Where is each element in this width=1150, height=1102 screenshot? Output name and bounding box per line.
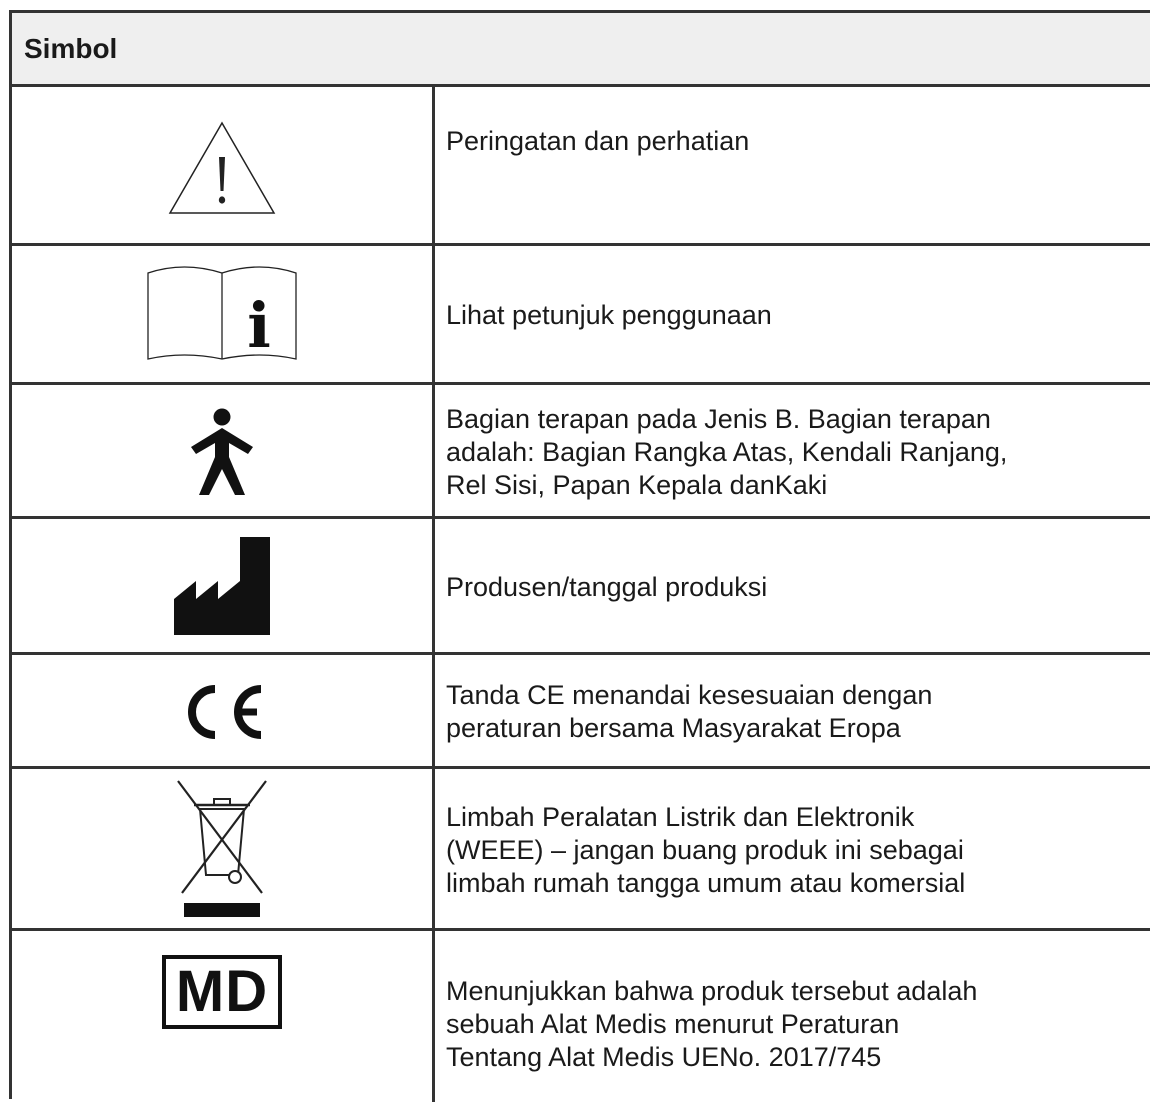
row-text: Lihat petunjuk penggunaan [446,300,772,330]
row-text: Bagian terapan pada Jenis B. Bagian terapan adalah: Bagian Rangka Atas, Kendali Ranjang, Rel Sisi, Papan Kepala danKaki [446,403,1008,500]
row-text: Peringatan dan perhatian [446,126,750,156]
type-b-applied-part-icon [187,407,257,497]
table-row [12,519,1150,655]
row-text: Limbah Peralatan Listrik dan Elektronik (WEEE) – jangan buang produk ini sebagai limbah rumah tangga umum atau komersial [446,801,966,898]
row-text: Produsen/tanggal produksi [446,571,768,602]
table-row [12,246,1150,385]
row-text: Tanda CE menandai kesesuaian dengan peraturan bersama Masyarakat Eropa [446,680,933,743]
ce-mark-icon [177,681,267,743]
table-header-label: Simbol [24,33,118,64]
table-row [12,655,1150,769]
medical-device-icon: MD [162,955,282,1029]
table-row [12,769,1150,931]
manufacturer-icon [172,537,272,637]
weee-bin-icon [172,775,272,925]
instructions-book-icon [146,261,298,371]
row-text: Menunjukkan bahwa produk tersebut adalah sebuah Alat Medis menurut Peraturan Tentang Alat Medis UENo. 2017/745 [446,976,978,1072]
symbol-table [9,10,1150,1099]
svg-text:i: i [247,288,271,362]
table-header [12,13,1150,87]
table-row [12,87,1150,246]
table-row [12,931,1150,1102]
table-row [12,385,1150,519]
warning-triangle-icon [167,117,277,217]
